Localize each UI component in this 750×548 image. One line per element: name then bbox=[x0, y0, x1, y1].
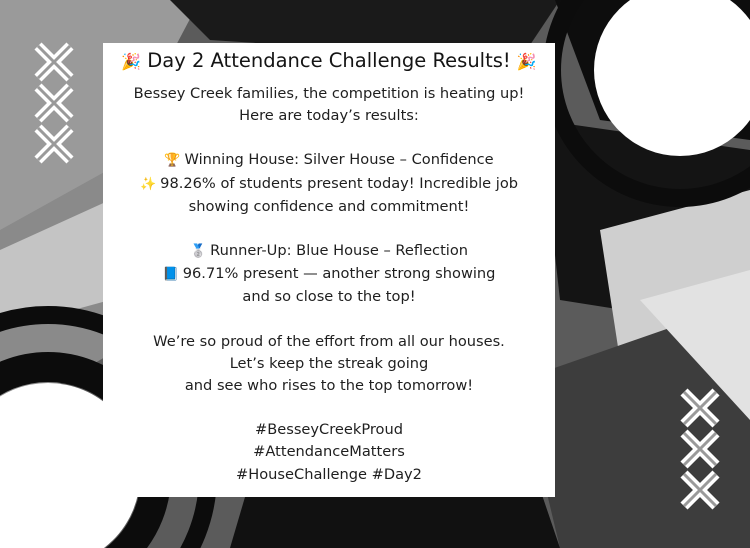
runner-up-heading-text: Runner-Up: Blue House – Reflection bbox=[210, 242, 469, 260]
hashtags bbox=[103, 419, 555, 486]
runner-up-stat bbox=[103, 263, 555, 286]
party-popper-icon: 🎉 bbox=[516, 52, 537, 71]
winner-stat-continued: showing confidence and commitment! bbox=[188, 197, 470, 215]
x-marks-bottom-right bbox=[678, 388, 722, 512]
winner-heading-text: Winning House: Silver House – Confidence bbox=[184, 151, 494, 169]
winner-stat-text: 98.26% of students present today! Incredible job bbox=[160, 174, 519, 192]
x-mark-icon bbox=[32, 42, 76, 166]
intro-line: Here are today’s results: bbox=[239, 107, 419, 125]
runner-up-section bbox=[103, 240, 555, 309]
post-title bbox=[103, 47, 555, 76]
intro-line: Bessey Creek families, the competition is heating up! bbox=[133, 85, 525, 102]
winner-heading bbox=[103, 149, 555, 172]
x-marks-top-left bbox=[32, 42, 76, 166]
announcement-card bbox=[103, 43, 555, 497]
closing-line: We’re so proud of the effort from all our houses. bbox=[153, 332, 505, 350]
winner-section bbox=[103, 149, 555, 218]
post-title-text: Day 2 Attendance Challenge Results! bbox=[147, 49, 511, 72]
sparkles-icon: ✨ bbox=[139, 176, 157, 192]
party-popper-icon: 🎉 bbox=[121, 52, 142, 71]
runner-up-stat-text: 96.71% present — another strong showing bbox=[182, 265, 496, 283]
runner-up-heading bbox=[103, 240, 555, 263]
closing-paragraph bbox=[103, 331, 555, 398]
runner-up-stat-continued: and so close to the top! bbox=[242, 288, 416, 306]
trophy-icon: 🏆 bbox=[164, 153, 181, 169]
silver-medal-icon: 🥈 bbox=[189, 244, 207, 260]
blue-book-icon: 📘 bbox=[162, 267, 179, 283]
hashtag-line: #HouseChallenge #Day2 bbox=[236, 465, 422, 483]
closing-line: Let’s keep the streak going bbox=[229, 354, 429, 372]
hashtag-line: #BesseyCreekProud bbox=[255, 421, 403, 439]
x-mark-icon bbox=[678, 388, 722, 512]
closing-line: and see who rises to the top tomorrow! bbox=[184, 377, 474, 395]
hashtag-line: #AttendanceMatters bbox=[253, 443, 405, 461]
winner-stat bbox=[103, 173, 555, 196]
intro-paragraph bbox=[103, 83, 555, 127]
